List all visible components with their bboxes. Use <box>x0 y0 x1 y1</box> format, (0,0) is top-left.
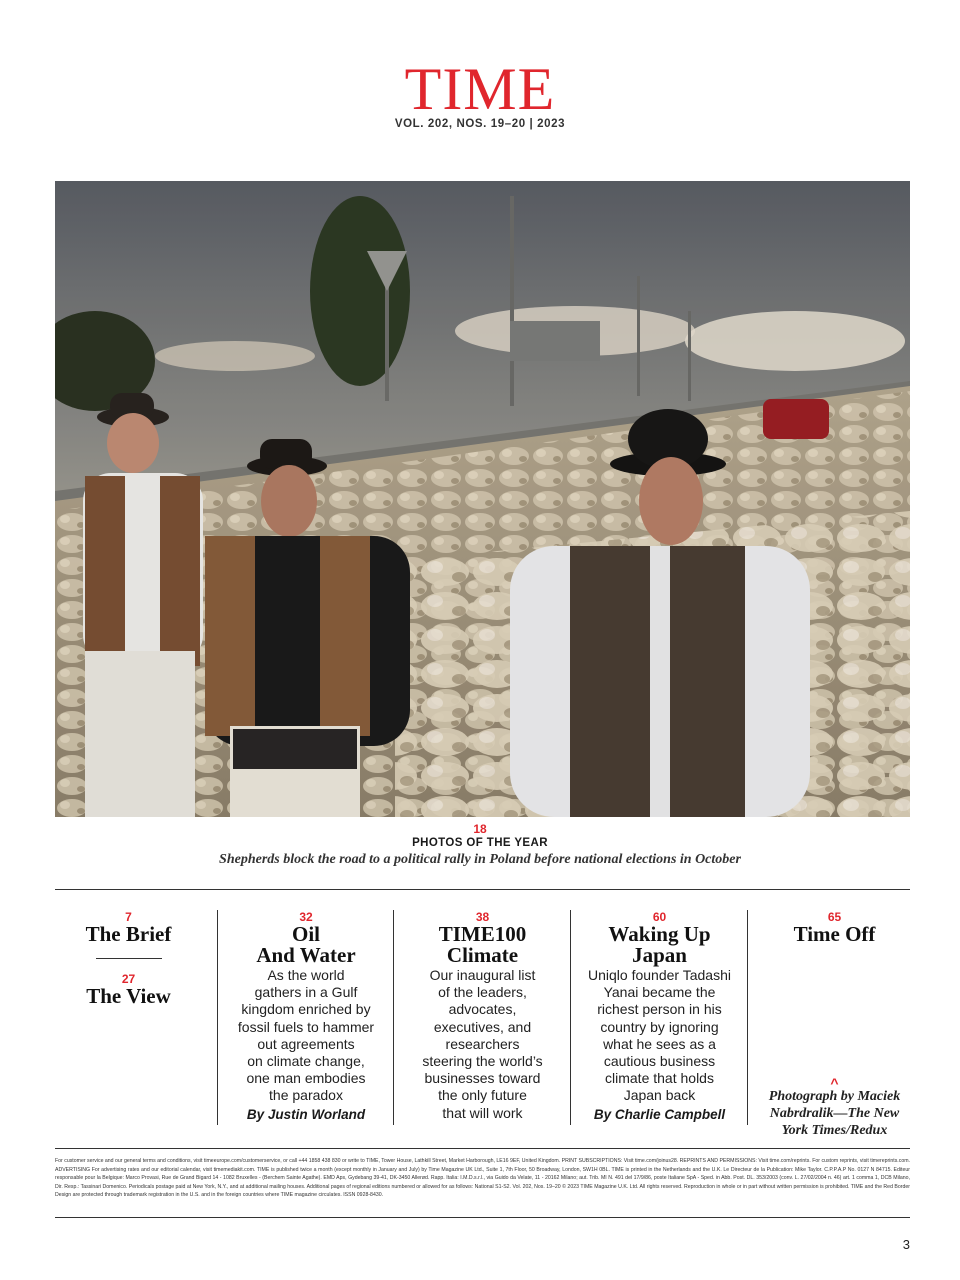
toc-column-oil <box>217 910 394 1125</box>
desc-line: the paradox <box>269 1087 343 1104</box>
toc-oil-byline: By Justin Worland <box>246 1106 366 1122</box>
toc-climate-description <box>394 967 571 1122</box>
page-number: 3 <box>902 1237 910 1252</box>
toc-oil-title-line1: Oil <box>291 922 320 946</box>
desc-line: cautious business <box>603 1053 716 1070</box>
photo-illustration <box>55 181 910 817</box>
divider-fineprint-top <box>55 1148 910 1149</box>
table-of-contents <box>40 910 920 1138</box>
desc-line: on climate change, <box>247 1053 365 1070</box>
caption-page-number: 18 <box>473 822 487 836</box>
toc-oil-title[interactable] <box>218 924 394 966</box>
photo-caption <box>0 822 960 870</box>
desc-line: richest person in his <box>597 1001 722 1018</box>
toc-oil-title-line2: And Water <box>256 943 356 967</box>
toc-japan-title[interactable] <box>571 924 748 966</box>
toc-climate-title-line1: TIME100 <box>438 922 527 946</box>
caret-up-icon: ^ <box>830 1075 839 1091</box>
toc-climate-title-line2: Climate <box>446 943 519 967</box>
desc-line: Uniqlo founder Tadashi <box>588 967 731 983</box>
toc-column-japan <box>570 910 748 1125</box>
toc-brief-title[interactable]: The Brief <box>85 922 172 946</box>
toc-column-climate <box>393 910 571 1125</box>
credit-line: York Times/Redux <box>781 1123 888 1138</box>
hero-photo <box>55 181 910 817</box>
credit-line: Nabrdralik—The New <box>769 1106 900 1121</box>
credit-line: Photograph by Maciek <box>768 1089 901 1104</box>
toc-mini-divider <box>96 958 162 959</box>
desc-line: gathers in a Gulf <box>254 984 358 1001</box>
masthead <box>0 58 960 130</box>
desc-line: advocates, <box>448 1001 517 1018</box>
fine-print: For customer service and our general terms and conditions, visit timeeurope.com/customerservice, or call +44 1858 438 830 or write to TIME, Tower House, Lathkill Street, Market Harborough, LE16 9EF, United Kingdom. PRINT SUBSCRIPTIONS: Visit time.com/joinus28. REPRINTS AND PERMISSIONS: Visit time.com/reprints. For custom reprints, visit timereprints.com. ADVERTISING For advertising rates and our editorial calendar, visit timemediakit.com. TIME is published twice a month (except monthly in January and July) by Time Magazine UK Ltd., Suite 1, 7th Floor, 50 Broadway, London, SW1H 0BL. TIME is printed in the Netherlands and the U.K. Le Directeur de la Publication: Mike Taylor. C.P.P.A.P No. 0127 N 84715. Editeur responsable pour la Belgique: Marco Provasi, Rue de Grand Bigard 14 - 1082 Bruxelles - (Berchem Sainte Agathe). EMD Aps, Gydebang 39-41, DK-3450 Allerød. Rapp. Italia: I.M.D.s.r.l., via Guido da Velate, 11 - 20162 Milano; aut. Trib. MI N. 491 del 17/9/86, poste Italiane SpA - Sped. in Abb. Post. DL. 353/2003 (conv. L. 27/02/2004 n. 46) art. 1 comma 1, DCB Milano, Dir. Resp.: Tassinari Domenico. Periodicals postage paid at New York, N.Y., and at additional mailing houses. Additional pages of regional editions numbered or allowed for as follows: National S1-S2. Vol. 202, Nos. 19–20 © 2023 TIME Magazine U.K. Ltd. All rights reserved. Reproduction in whole or in part without written permission is prohibited. TIME and the Red Border Design are protected through trademark registration in the U.S. and in the foreign countries where TIME magazine circulates. ISSN 0928-8430. <box>55 1158 910 1199</box>
toc-japan-title-line2: Japan <box>632 943 687 967</box>
toc-column-timeoff <box>747 910 921 1138</box>
toc-brief-page: 7 <box>125 910 132 924</box>
toc-oil-page: 32 <box>299 910 313 924</box>
desc-line: Our inaugural list <box>429 967 536 983</box>
desc-line: climate that holds <box>605 1070 714 1087</box>
desc-line: kingdom enriched by <box>241 1001 371 1018</box>
desc-line: of the leaders, <box>438 984 527 1001</box>
desc-line: one man embodies <box>246 1070 366 1087</box>
toc-view-title[interactable]: The View <box>86 984 171 1008</box>
desc-line: what he sees as a <box>603 1035 716 1052</box>
toc-timeoff-page: 65 <box>827 910 842 924</box>
toc-climate-page: 38 <box>475 910 490 924</box>
toc-climate-title[interactable] <box>394 924 571 966</box>
desc-line: executives, and <box>433 1018 532 1035</box>
desc-line: that will work <box>442 1104 523 1121</box>
desc-line: country by ignoring <box>600 1018 719 1035</box>
desc-line: As the world <box>267 967 345 983</box>
caption-title: PHOTOS OF THE YEAR <box>412 837 548 849</box>
toc-timeoff-title[interactable]: Time Off <box>793 922 876 946</box>
toc-japan-byline: By Charlie Campbell <box>593 1106 726 1122</box>
divider-top <box>55 889 910 890</box>
toc-japan-page: 60 <box>652 910 667 924</box>
desc-line: out agreements <box>257 1035 355 1052</box>
toc-column-brief-view <box>40 910 217 1125</box>
desc-line: the only future <box>438 1087 527 1104</box>
time-logo: TIME <box>404 56 556 122</box>
desc-line: fossil fuels to hammer <box>237 1018 375 1035</box>
toc-view-page: 27 <box>121 972 136 986</box>
photo-credit <box>748 1075 921 1139</box>
caption-text: Shepherds block the road to a political rally in Poland before national elections in October <box>219 852 741 867</box>
volume-line: VOL. 202, NOS. 19–20 | 2023 <box>394 118 566 130</box>
desc-line: researchers <box>445 1035 520 1052</box>
desc-line: Japan back <box>623 1087 696 1104</box>
desc-line: steering the world’s <box>422 1053 543 1070</box>
desc-line: Yanai became the <box>603 984 716 1001</box>
toc-japan-title-line1: Waking Up <box>608 922 711 946</box>
divider-fineprint-bottom <box>55 1217 910 1218</box>
desc-line: businesses toward <box>424 1070 541 1087</box>
toc-japan-description <box>571 967 748 1105</box>
toc-oil-description <box>218 967 394 1105</box>
